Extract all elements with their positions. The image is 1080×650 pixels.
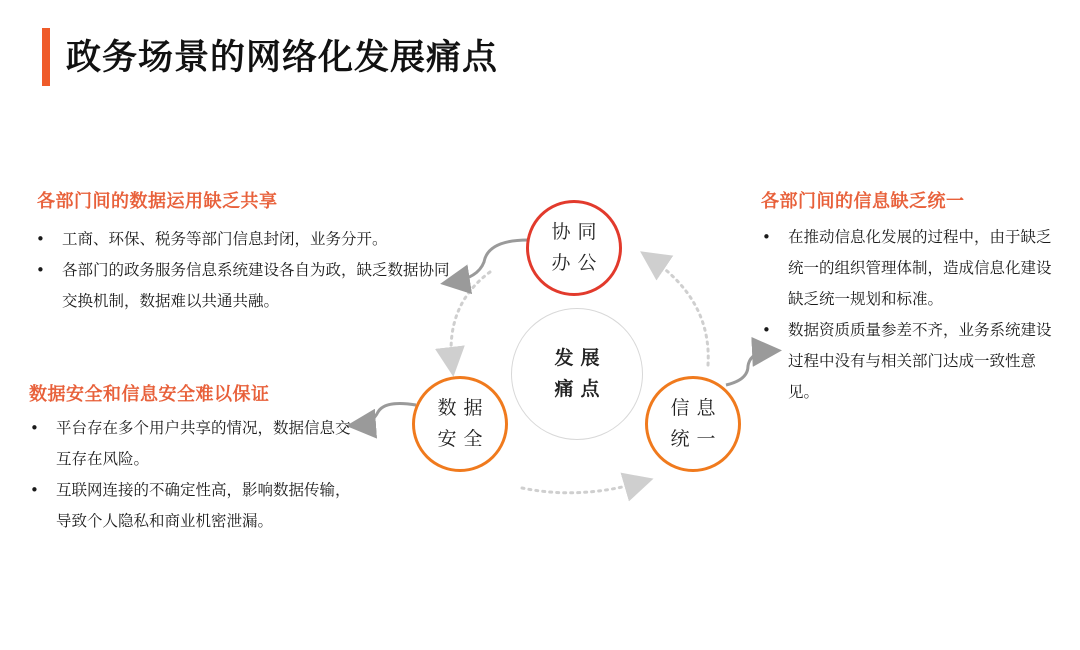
list-item: • 互联网连接的不确定性高，影响数据传输，导致个人隐私和商业机密泄漏。 xyxy=(24,475,364,537)
node-collaboration xyxy=(526,200,622,296)
list-item: • 平台存在多个用户共享的情况，数据信息交互存在风险。 xyxy=(24,413,364,475)
section-heading-security: 数据安全和信息安全难以保证 xyxy=(29,384,270,405)
bullet-list-security xyxy=(24,413,364,537)
section-heading-unification: 各部门间的信息缺乏统一 xyxy=(761,191,965,212)
node-collaboration-label: 协同办公 xyxy=(551,221,604,274)
node-unification-label: 信息统一 xyxy=(670,397,723,450)
node-center xyxy=(511,308,643,440)
dotted-arc-bottom xyxy=(522,482,642,493)
section-heading-data-sharing: 各部门间的数据运用缺乏共享 xyxy=(37,191,278,212)
page-title: 政务场景的网络化发展痛点 xyxy=(66,38,499,78)
node-unification xyxy=(645,376,741,472)
bullet-list-data-sharing xyxy=(30,224,450,317)
connector-security xyxy=(358,404,416,425)
list-item: • 数据资质质量参差不齐，业务系统建设过程中没有与相关部门达成一致性意见。 xyxy=(756,315,1066,408)
center-label: 发展痛点 xyxy=(554,347,607,400)
dotted-arc-left xyxy=(451,272,490,365)
list-item: • 工商、环保、税务等部门信息封闭，业务分开。 xyxy=(30,224,450,255)
list-item: • 在推动信息化发展的过程中，由于缺乏统一的组织管理体制，造成信息化建设缺乏统一规划和标准。 xyxy=(756,222,1066,315)
list-item: • 各部门的政务服务信息系统建设各自为政，缺乏数据协同交换机制，数据难以共通共融。 xyxy=(30,255,450,317)
bullet-list-unification xyxy=(756,222,1066,408)
dotted-arc-right xyxy=(650,258,708,365)
connector-collaboration xyxy=(452,240,528,282)
node-security xyxy=(412,376,508,472)
node-security-label: 数据安全 xyxy=(437,397,490,450)
